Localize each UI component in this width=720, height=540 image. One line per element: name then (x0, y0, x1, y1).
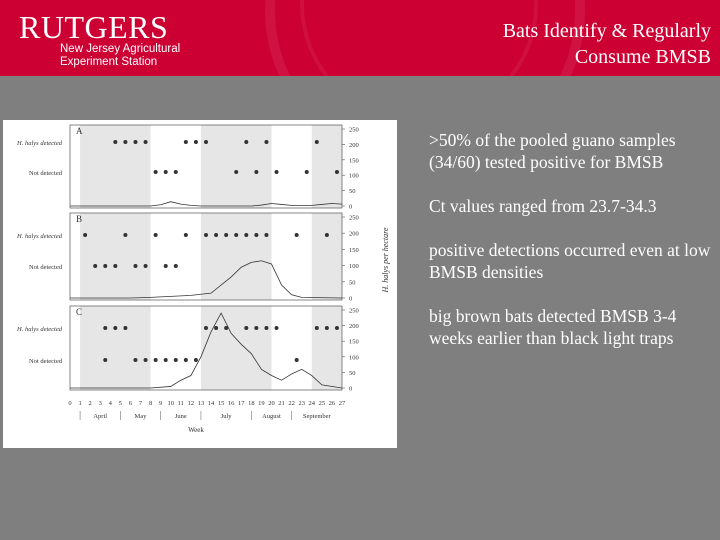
x-tick-label: 4 (108, 400, 112, 407)
not-detected-dot (254, 170, 258, 174)
detected-dot (123, 140, 127, 144)
slide-title-line2: Consume BMSB (574, 46, 711, 68)
not-detected-dot (103, 358, 107, 362)
detected-dot (204, 233, 208, 237)
detected-dot (83, 233, 87, 237)
detected-dot (244, 140, 248, 144)
not-detected-dot (154, 358, 158, 362)
month-label: July (220, 413, 232, 420)
detected-dot (204, 140, 208, 144)
detected-dot (184, 233, 188, 237)
y-tick-label: 0 (349, 295, 353, 303)
panel-label: C (76, 307, 83, 317)
x-tick-label: 24 (308, 400, 316, 407)
bullet-item: >50% of the pooled guano samples (34/60) tested positive for BMSB (429, 130, 676, 172)
detected-dot (264, 326, 268, 330)
not-detected-dot (103, 264, 107, 268)
bullet-item: Ct values ranged from 23.7-34.3 (429, 196, 657, 216)
x-tick-label: 21 (278, 400, 285, 407)
not-detected-dot (113, 264, 117, 268)
y-tick-label: 100 (349, 263, 359, 271)
shaded-band (312, 306, 342, 390)
panel-label: B (76, 214, 83, 224)
y-tick-label: 0 (349, 203, 353, 211)
detected-dot (214, 326, 218, 330)
y-tick-label: 250 (349, 214, 359, 222)
detected-dot (254, 233, 258, 237)
x-tick-label: 1 (78, 400, 82, 407)
x-tick-label: 9 (159, 400, 163, 407)
row-label-not-detected: Not detected (28, 264, 62, 271)
x-tick-label: 6 (128, 400, 133, 407)
shaded-band (201, 125, 272, 208)
shaded-band (312, 125, 342, 208)
shaded-band (312, 213, 342, 300)
x-tick-label: 15 (217, 400, 225, 407)
not-detected-dot (93, 264, 97, 268)
x-tick-label: 20 (268, 400, 275, 407)
x-tick-label: 23 (298, 400, 305, 407)
row-label-detected: H. halys detected (17, 326, 62, 333)
x-tick-label: 17 (238, 400, 245, 407)
detected-dot (194, 140, 198, 144)
detected-dot (154, 233, 158, 237)
shaded-band (80, 125, 151, 208)
shaded-band (80, 213, 151, 300)
slide-title (503, 18, 711, 70)
month-label: May (134, 413, 147, 420)
y-tick-label: 50 (349, 279, 356, 287)
y-tick-label: 250 (349, 307, 359, 315)
not-detected-dot (184, 358, 188, 362)
y-tick-label: 150 (349, 246, 359, 254)
slide-title-line1: Bats Identify & Regularly (502, 20, 711, 42)
detected-dot (244, 326, 248, 330)
x-tick-label: 26 (328, 400, 336, 407)
detected-dot (214, 233, 218, 237)
detected-dot (123, 233, 127, 237)
detected-dot (224, 233, 228, 237)
x-tick-label: 8 (148, 400, 153, 407)
detected-dot (264, 140, 268, 144)
x-tick-label: 25 (318, 400, 326, 407)
y-tick-label: 150 (349, 338, 359, 346)
y-tick-label: 200 (349, 323, 359, 331)
shaded-band (201, 213, 272, 300)
y-tick-label: 100 (349, 354, 359, 362)
not-detected-dot (234, 170, 238, 174)
y-tick-label: 50 (349, 369, 356, 377)
y-tick-label: 100 (349, 172, 359, 180)
not-detected-dot (194, 358, 198, 362)
x-tick-label: 2 (88, 400, 92, 407)
not-detected-dot (295, 358, 299, 362)
x-tick-label: 19 (258, 400, 265, 407)
detected-dot (264, 233, 268, 237)
shaded-band (80, 306, 151, 390)
detected-dot (113, 326, 117, 330)
not-detected-dot (144, 264, 148, 268)
x-tick-label: 5 (118, 400, 122, 407)
y-tick-label: 250 (349, 126, 359, 134)
bullet-item: big brown bats detected BMSB 3-4 weeks earlier than black light traps (429, 306, 677, 348)
detected-dot (184, 140, 188, 144)
x-axis-label: Week (188, 426, 204, 434)
right-axis-label: H. halys per hectare (381, 227, 390, 293)
not-detected-dot (275, 170, 279, 174)
not-detected-dot (133, 358, 137, 362)
panel-label: A (76, 126, 83, 136)
figure-image (3, 120, 397, 448)
detected-dot (234, 233, 238, 237)
month-label: June (174, 413, 187, 420)
not-detected-dot (305, 170, 309, 174)
y-tick-label: 0 (349, 385, 353, 393)
detected-dot (315, 326, 319, 330)
row-label-not-detected: Not detected (28, 170, 62, 177)
not-detected-dot (164, 358, 168, 362)
month-label: April (93, 413, 108, 420)
detected-dot (113, 140, 117, 144)
x-tick-label: 16 (227, 400, 235, 407)
y-tick-label: 50 (349, 188, 356, 196)
x-tick-label: 10 (167, 400, 174, 407)
logo-subtitle-line2: Experiment Station (60, 56, 158, 68)
detected-dot (315, 140, 319, 144)
detected-dot (325, 326, 329, 330)
y-tick-label: 200 (349, 230, 359, 238)
x-tick-label: 0 (68, 400, 72, 407)
month-label: August (262, 413, 281, 420)
slide-header (0, 0, 720, 76)
not-detected-dot (174, 358, 178, 362)
logo-subtitle (60, 43, 180, 69)
x-tick-label: 13 (197, 400, 205, 407)
x-tick-label: 7 (138, 400, 143, 407)
detected-dot (123, 326, 127, 330)
detected-dot (325, 233, 329, 237)
row-label-not-detected: Not detected (28, 358, 62, 365)
bullet-list (429, 129, 714, 371)
y-tick-label: 200 (349, 141, 359, 149)
row-label-detected: H. halys detected (17, 140, 62, 147)
detected-dot (335, 326, 339, 330)
detected-dot (103, 326, 107, 330)
figure-svg (3, 120, 397, 448)
detected-dot (144, 140, 148, 144)
detected-dot (254, 326, 258, 330)
detected-dot (204, 326, 208, 330)
not-detected-dot (164, 264, 168, 268)
bullet-item: positive detections occurred even at low BMSB densities (429, 240, 711, 282)
month-label: September (302, 413, 331, 420)
y-tick-label: 150 (349, 157, 359, 165)
not-detected-dot (174, 170, 178, 174)
rutgers-logo: RUTGERS (19, 9, 169, 45)
not-detected-dot (133, 264, 137, 268)
x-tick-label: 27 (338, 400, 346, 407)
x-tick-label: 22 (288, 400, 295, 407)
detected-dot (244, 233, 248, 237)
not-detected-dot (335, 170, 339, 174)
detected-dot (275, 326, 279, 330)
row-label-detected: H. halys detected (17, 233, 62, 240)
x-tick-label: 11 (177, 400, 184, 407)
shaded-band (201, 306, 272, 390)
not-detected-dot (154, 170, 158, 174)
detected-dot (133, 140, 137, 144)
not-detected-dot (174, 264, 178, 268)
x-tick-label: 14 (207, 400, 215, 407)
x-tick-label: 18 (248, 400, 255, 407)
x-tick-label: 12 (187, 400, 195, 407)
x-tick-label: 3 (98, 400, 102, 407)
logo-subtitle-line1: New Jersey Agricultural (60, 43, 181, 55)
not-detected-dot (164, 170, 168, 174)
detected-dot (295, 233, 299, 237)
not-detected-dot (144, 358, 148, 362)
